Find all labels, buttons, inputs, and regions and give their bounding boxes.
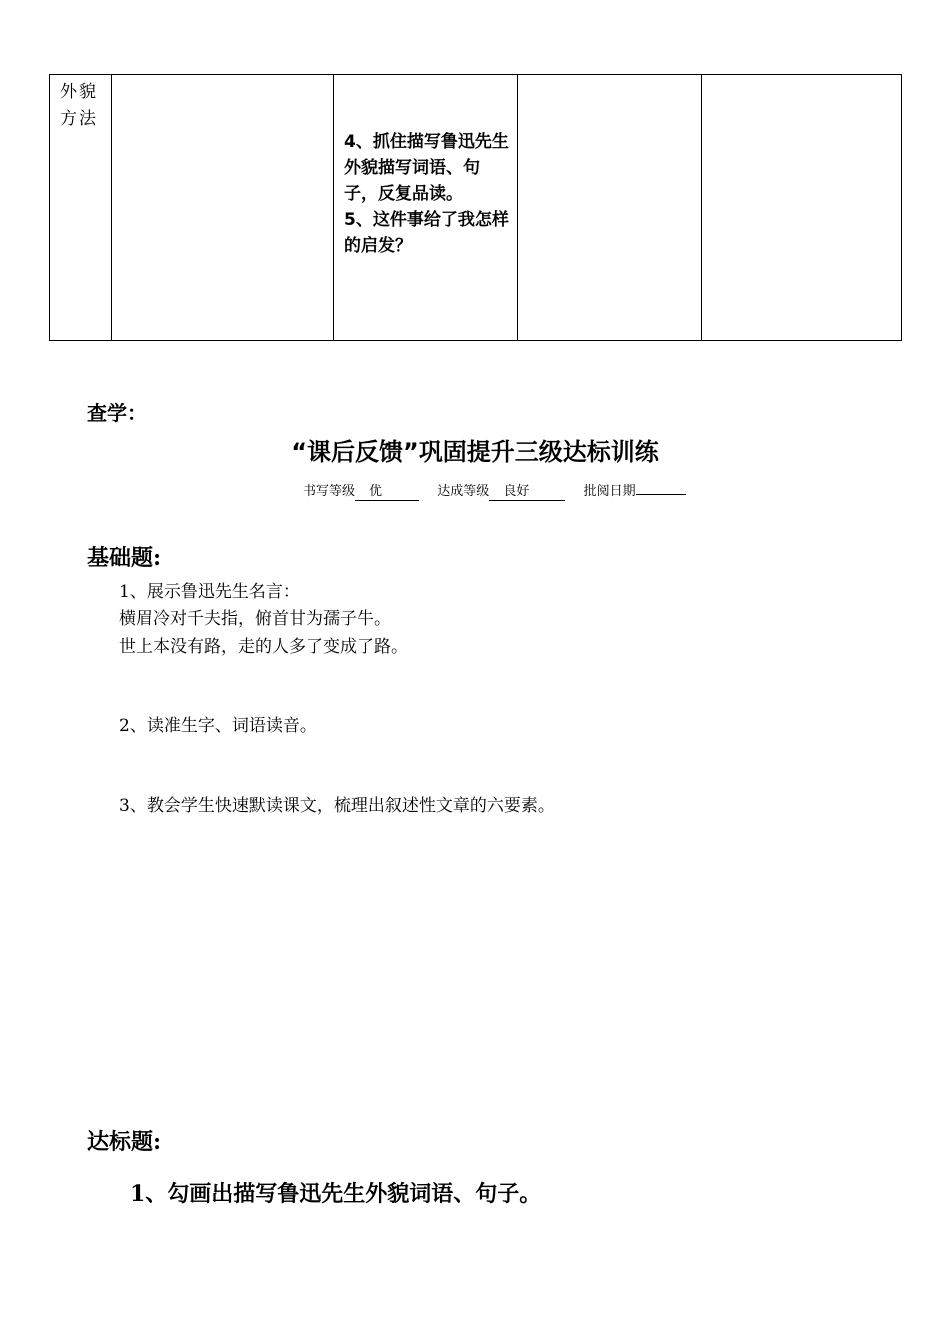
grade-line bbox=[303, 480, 686, 501]
achievement-grade-label: 达成等级 bbox=[437, 484, 490, 499]
table-row bbox=[50, 75, 902, 341]
achievement-grade-value: 良好 bbox=[489, 484, 565, 501]
dabiao-item: 1、勾画出描写鲁迅先生外貌词语、句子。 bbox=[130, 1181, 542, 1207]
row-label-cell bbox=[50, 75, 112, 341]
writing-grade-value: 优 bbox=[355, 484, 419, 501]
review-date-label: 批阅日期 bbox=[583, 484, 636, 499]
empty-cell bbox=[518, 75, 702, 341]
empty-cell bbox=[112, 75, 334, 341]
review-date-value bbox=[636, 494, 686, 495]
feedback-title: “课后反馈”巩固提升三级达标训练 bbox=[291, 438, 659, 466]
empty-cell bbox=[702, 75, 902, 341]
basic-item: 世上本没有路，走的人多了变成了路。 bbox=[119, 637, 408, 657]
dabiao-heading: 达标题: bbox=[87, 1129, 162, 1155]
lesson-plan-table bbox=[49, 74, 902, 341]
row-label: 外貌方法 bbox=[60, 82, 98, 129]
writing-grade-label: 书写等级 bbox=[303, 484, 356, 499]
basic-item: 3、教会学生快速默读课文，梳理出叙述性文章的六要素。 bbox=[119, 796, 555, 816]
steps-cell bbox=[334, 75, 518, 341]
basic-item: 1、展示鲁迅先生名言： bbox=[119, 582, 300, 602]
cha-xue-heading: 查学： bbox=[87, 401, 147, 425]
basic-heading: 基础题: bbox=[87, 545, 162, 571]
step-item: 4、抓住描写鲁迅先生外貌描写词语、句子，反复品读。 bbox=[344, 132, 509, 204]
basic-item: 2、读准生字、词语读音。 bbox=[119, 716, 317, 736]
basic-item: 横眉冷对千夫指，俯首甘为孺子牛。 bbox=[119, 609, 391, 629]
step-item: 5、这件事给了我怎样的启发？ bbox=[344, 210, 509, 256]
